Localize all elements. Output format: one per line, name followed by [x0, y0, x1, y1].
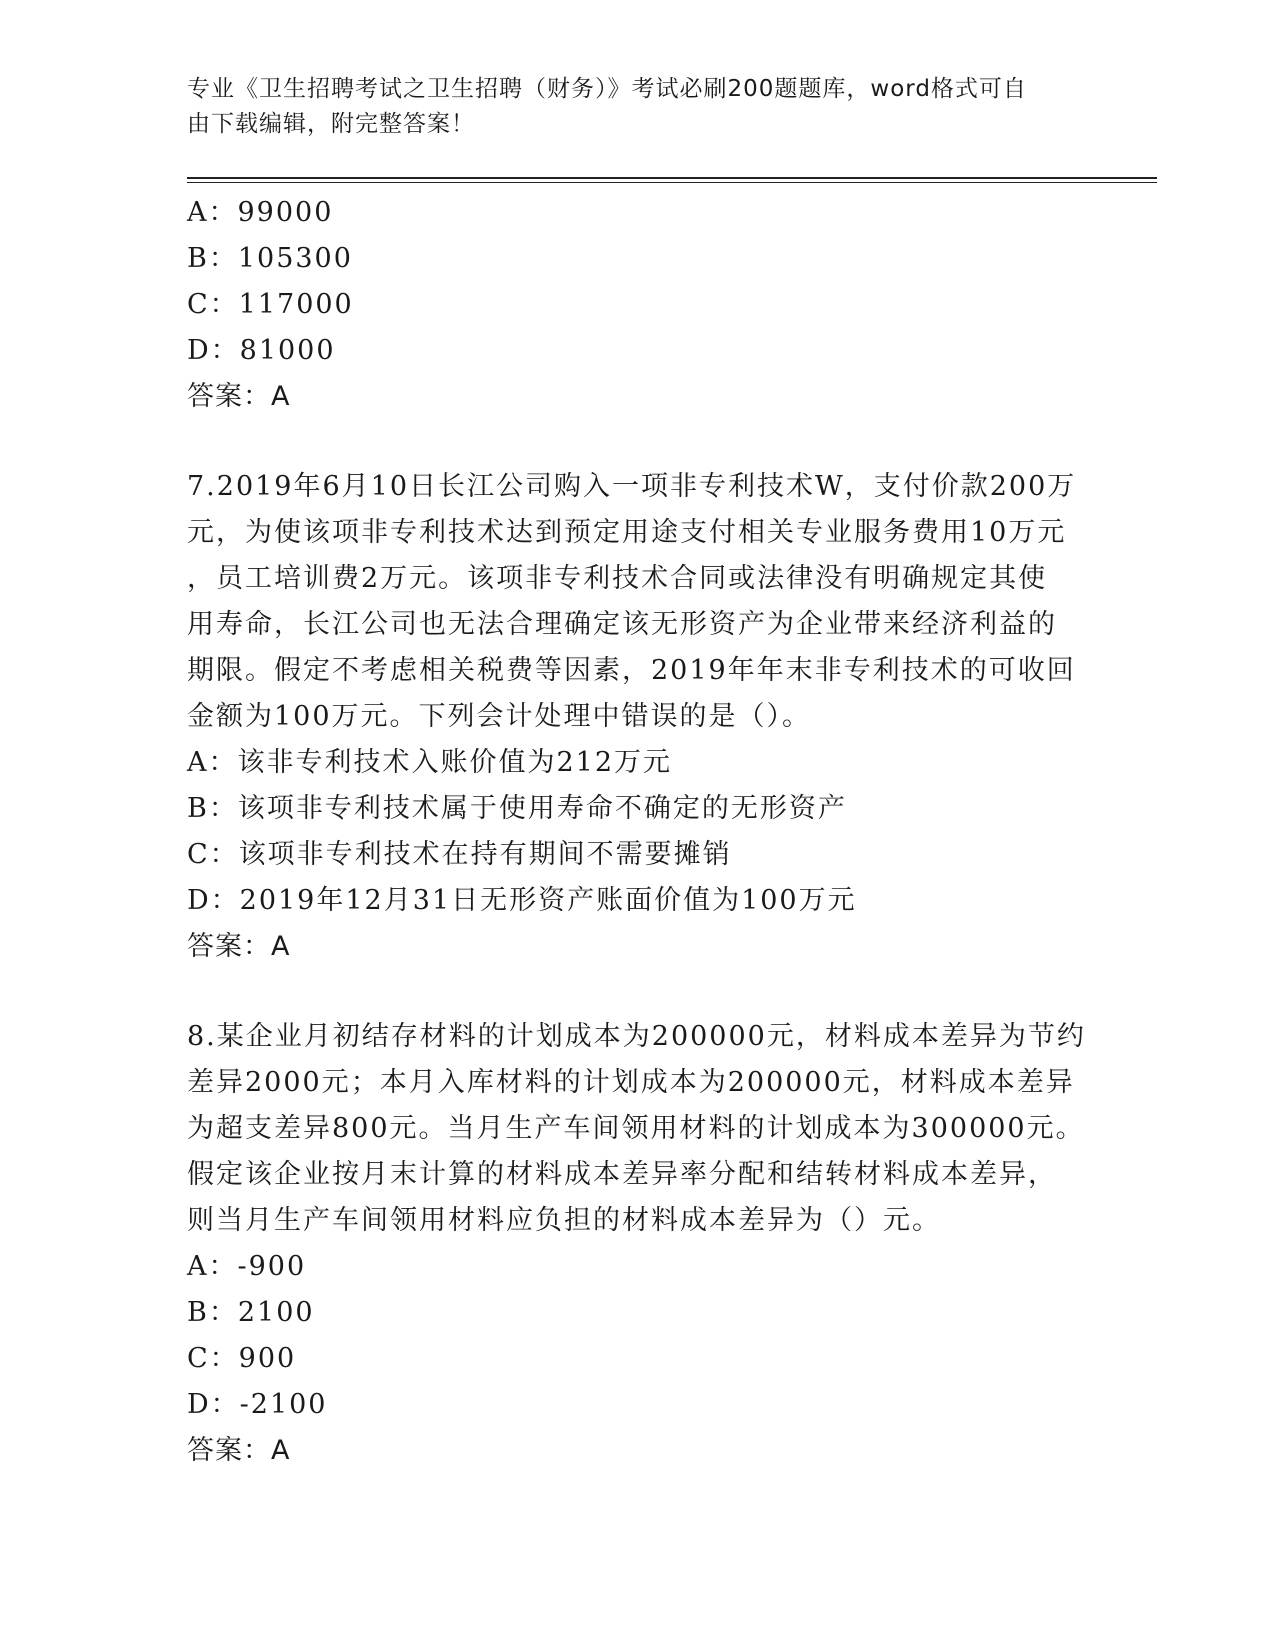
q7-answer: 答案：A	[187, 931, 291, 962]
spacer	[187, 420, 1087, 464]
prev-option-d: D：81000	[187, 335, 336, 366]
q8-stem-line: 则当月生产车间领用材料应负担的材料成本差异为（）元。	[187, 1205, 941, 1236]
q8-answer: 答案：A	[187, 1435, 291, 1466]
q8-stem-line: 差异2000元；本月入库材料的计划成本为200000元，材料成本差异	[187, 1067, 1075, 1098]
question-7-block	[187, 464, 1087, 970]
q7-stem-line: 用寿命，长江公司也无法合理确定该无形资产为企业带来经济利益的	[187, 609, 1057, 640]
question-8-block	[187, 1014, 1087, 1474]
q8-option-c: C：900	[187, 1343, 297, 1374]
q7-stem-line: 元，为使该项非专利技术达到预定用途支付相关专业服务费用10万元	[187, 517, 1067, 548]
q8-option-b: B：2100	[187, 1297, 315, 1328]
q7-option-a: A：该非专利技术入账价值为212万元	[187, 747, 673, 778]
prev-question-block	[187, 190, 1087, 420]
header-divider-thin	[187, 182, 1157, 183]
q7-stem-line: 金额为100万元。下列会计处理中错误的是（）。	[187, 701, 812, 732]
header-title-line-2: 由下载编辑，附完整答案！	[187, 111, 475, 137]
q8-stem-line: 为超支差异800元。当月生产车间领用材料的计划成本为300000元。	[187, 1113, 1085, 1144]
prev-option-a: A：99000	[187, 197, 334, 228]
prev-answer: 答案：A	[187, 381, 291, 412]
header-divider-thick	[187, 177, 1157, 179]
q7-option-b: B：该项非专利技术属于使用寿命不确定的无形资产	[187, 793, 847, 824]
header-title-line-1: 专业《卫生招聘考试之卫生招聘（财务）》考试必刷200题题库，word格式可自	[187, 76, 1027, 102]
q8-option-d: D：-2100	[187, 1389, 328, 1420]
prev-option-b: B：105300	[187, 243, 353, 274]
q7-stem-line: 7.2019年6月10日长江公司购入一项非专利技术W，支付价款200万	[187, 471, 1077, 502]
prev-option-c: C：117000	[187, 289, 354, 320]
q7-stem-line: 期限。假定不考虑相关税费等因素，2019年年末非专利技术的可收回	[187, 655, 1076, 686]
q8-stem-line: 8.某企业月初结存材料的计划成本为200000元，材料成本差异为节约	[187, 1021, 1086, 1052]
q7-option-c: C：该项非专利技术在持有期间不需要摊销	[187, 839, 732, 870]
q8-stem-line: 假定该企业按月末计算的材料成本差异率分配和结转材料成本差异，	[187, 1159, 1057, 1190]
q8-option-a: A：-900	[187, 1251, 307, 1282]
q7-stem-line: ，员工培训费2万元。该项非专利技术合同或法律没有明确规定其使	[187, 563, 1048, 594]
document-header	[187, 72, 1087, 142]
q7-option-d: D：2019年12月31日无形资产账面价值为100万元	[187, 885, 857, 916]
document-body	[187, 190, 1087, 1474]
spacer	[187, 970, 1087, 1014]
